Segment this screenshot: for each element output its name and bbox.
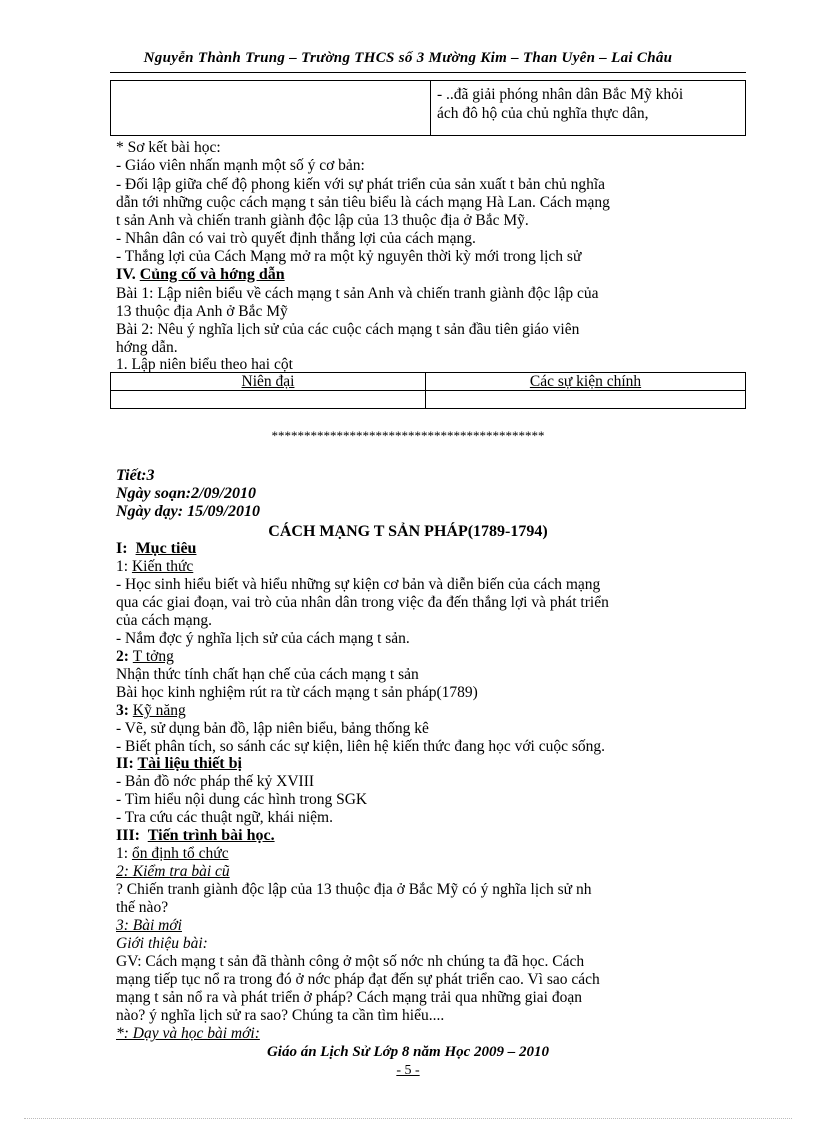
content-line: - Học sinh hiểu biết và hiểu những sự kiện cơ bản và diễn biến của cách mạng (116, 576, 601, 593)
page-footer: Giáo án Lịch Sử Lớp 8 năm Học 2009 – 2010 (266, 1044, 550, 1060)
summary-line: - Giáo viên nhấn mạnh một số ý cơ bản: (116, 157, 365, 174)
top-table-line: - ..đã giải phóng nhân dân Bắc Mỹ khỏi (437, 86, 684, 103)
subsection-number: 1: (116, 558, 129, 575)
page-header: Nguyễn Thành Trung – Trường THCS số 3 Mường Kim – Than Uyên – Lai Châu (143, 50, 673, 66)
content-line: mạng tiếp tục nổ ra trong đó ở nớc pháp đạt đến sự phát triển cao. Vì sao cách (116, 971, 600, 988)
section-number: IV. (116, 266, 136, 283)
content-line: - Biết phân tích, so sánh các sự kiện, liên hệ kiến thức đang học với cuộc sống. (116, 738, 606, 755)
question-line: ? Chiến tranh giành độc lập của 13 thuộc địa ở Bắc Mỹ có ý nghĩa lịch sử nh (116, 881, 592, 898)
page-bottom-divider (24, 1118, 792, 1119)
subsection-heading: 2: Kiểm tra bài cũ (116, 863, 230, 880)
summary-line: - Nhân dân có vai trò quyết định thắng lợi của cách mạng. (116, 230, 476, 247)
lesson-title: CÁCH MẠNG T SẢN PHÁP(1789-1794) (268, 523, 548, 540)
content-line: nào? ý nghĩa lịch sử ra sao? Chúng ta cần tìm hiểu.... (116, 1007, 445, 1024)
prep-date: Ngày soạn:2/09/2010 (116, 485, 256, 502)
top-table-right-cell (431, 81, 746, 136)
top-table-left-cell (111, 81, 431, 136)
content-line: GV: Cách mạng t sản đã thành công ở một số nớc nh chúng ta đã học. Cách (116, 953, 585, 970)
section-ii-heading (116, 755, 242, 773)
section-number: I: (116, 540, 128, 557)
lesson-number: Tiết:3 (116, 467, 155, 484)
section-title: Củng cố và hớng dẫn (139, 266, 285, 283)
teach-date: Ngày dạy: 15/09/2010 (116, 503, 260, 520)
header-rule (110, 72, 746, 73)
section-iv-heading (116, 266, 285, 284)
top-table-line: ách đô hộ của chủ nghĩa thực dân, (437, 105, 649, 122)
content-line: của cách mạng. (116, 612, 212, 629)
content-line: - Vẽ, sử dụng bản đồ, lập niên biểu, bảng thống kê (116, 720, 429, 737)
question-line: thế nào? (116, 899, 169, 916)
col-header-events: Các sự kiện chính (426, 373, 746, 391)
summary-line: t sản Anh và chiến tranh giành độc lập của 13 thuộc địa ở Bắc Mỹ. (116, 212, 529, 229)
section-number: II: (116, 755, 134, 772)
exercise-line: 1. Lập niên biểu theo hai cột (116, 356, 293, 373)
subsection-heading (116, 702, 186, 720)
subsection-heading: *: Dạy và học bài mới: (116, 1025, 260, 1042)
subsection-title: Kỹ năng (132, 702, 186, 719)
content-line: Nhận thức tính chất hạn chế của cách mạng t sản (116, 666, 419, 683)
exercise-line: Bài 1: Lập niên biểu về cách mạng t sản Anh và chiến tranh giành độc lập của (116, 285, 599, 302)
summary-line: dẫn tới những cuộc cách mạng t sản tiêu biểu là cách mạng Hà Lan. Cách mạng (116, 194, 610, 211)
summary-line: - Đối lập giữa chế độ phong kiến với sự phát triển của sản xuất t bản chủ nghĩa (116, 176, 606, 193)
top-table (110, 80, 746, 136)
table-cell (111, 391, 426, 409)
subsection-heading (116, 558, 193, 576)
content-line: Bài học kinh nghiệm rút ra từ cách mạng t sản pháp(1789) (116, 684, 478, 701)
page-number: - 5 - (396, 1063, 420, 1078)
subsection-title: Kiến thức (131, 558, 194, 575)
subsection-number: 2: (116, 648, 129, 665)
section-title: Tài liệu thiết bị (137, 755, 242, 772)
intro-label: Giới thiệu bài: (116, 935, 208, 952)
section-number: III: (116, 827, 141, 844)
subsection-heading: 3: Bài mới (116, 917, 182, 934)
col-header-era: Niên đại (111, 373, 426, 391)
subsection-title: ổn định tổ chức (131, 845, 229, 862)
table-cell (426, 391, 746, 409)
content-line: qua các giai đoạn, vai trò của nhân dân trong việc đa đến thắng lợi và phát triển (116, 594, 609, 611)
content-line: - Tra cứu các thuật ngữ, khái niệm. (116, 809, 333, 826)
subsection-heading (116, 648, 174, 666)
section-title: Mục tiêu (135, 540, 197, 557)
content-line: - Bản đồ nớc pháp thế kỷ XVIII (116, 773, 315, 790)
subsection-number: 3: (116, 702, 129, 719)
exercise-line: hớng dẫn. (116, 339, 178, 356)
content-line: - Tìm hiểu nội dung các hình trong SGK (116, 791, 368, 808)
section-i-heading (116, 540, 196, 558)
content-line: mạng t sản nổ ra và phát triển ở pháp? Cách mạng trải qua những giai đoạn (116, 989, 582, 1006)
exercise-line: 13 thuộc địa Anh ở Bắc Mỹ (116, 303, 288, 320)
subsection-number: 1: (116, 845, 129, 862)
star-separator: ****************************************** (271, 428, 545, 443)
timeline-table (110, 372, 746, 409)
summary-line: - Thắng lợi của Cách Mạng mở ra một kỷ nguyên thời kỳ mới trong lịch sử (116, 248, 582, 265)
content-line: - Nắm đợc ý nghĩa lịch sử của cách mạng t sản. (116, 630, 410, 647)
summary-heading: * Sơ kết bài học: (116, 139, 221, 156)
section-title: Tiến trình bài học. (147, 827, 275, 844)
section-iii-heading (116, 827, 275, 845)
subsection-title: T tởng (132, 648, 174, 665)
exercise-line: Bài 2: Nêu ý nghĩa lịch sử của các cuộc cách mạng t sản đầu tiên giáo viên (116, 321, 580, 338)
subsection-heading (116, 845, 229, 863)
